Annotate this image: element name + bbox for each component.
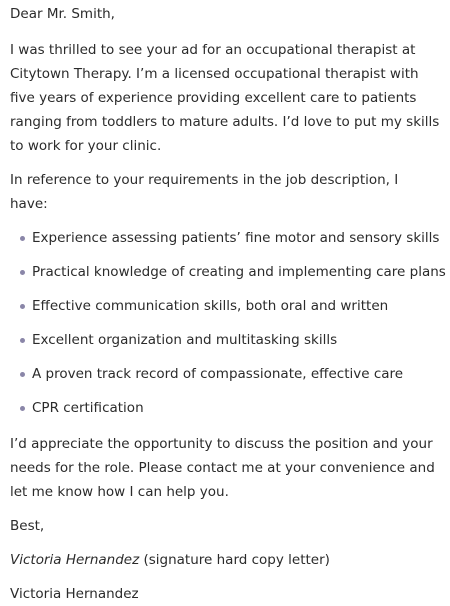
- bullet-icon: [20, 236, 25, 241]
- list-item-text: A proven track record of compassionate, effective care: [32, 366, 404, 382]
- signature-line: [10, 548, 440, 572]
- intro-paragraph: I was thrilled to see your ad for an occupational therapist at Citytown Therapy. I’m a licensed occupational therapist with five years of experience providing excellent care to patients ranging from toddlers to mature adults. I’d love to put my skills to work for your clinic.: [10, 42, 440, 154]
- bullet-icon: [20, 270, 25, 275]
- list-item: [10, 396, 440, 420]
- signoff: Best,: [10, 518, 45, 534]
- list-item: [10, 328, 440, 352]
- closing-paragraph: I’d appreciate the opportunity to discuss the position and your needs for the role. Please contact me at your convenience and let me know how I can help you.: [10, 436, 435, 500]
- list-item-text: Effective communication skills, both oral and written: [32, 298, 389, 314]
- list-item: [10, 226, 440, 250]
- signature-note: (signature hard copy letter): [139, 552, 330, 568]
- requirements-intro: In reference to your requirements in the job description, I have:: [10, 172, 399, 212]
- list-item: [10, 294, 440, 318]
- bullet-icon: [20, 372, 25, 377]
- list-item-text: Experience assessing patients’ fine motor and sensory skills: [32, 230, 440, 246]
- list-item-text: Practical knowledge of creating and implementing care plans: [32, 264, 446, 280]
- printed-name: Victoria Hernandez: [10, 586, 139, 602]
- signature-name: Victoria Hernandez: [10, 552, 140, 568]
- bullet-icon: [20, 338, 25, 343]
- bullet-icon: [20, 406, 25, 411]
- greeting: Dear Mr. Smith,: [10, 6, 115, 22]
- list-item-text: Excellent organization and multitasking skills: [32, 332, 338, 348]
- bullet-icon: [20, 304, 25, 309]
- list-item-text: CPR certification: [32, 400, 144, 416]
- list-item: [10, 260, 446, 284]
- requirements-list: [10, 226, 446, 420]
- list-item: [10, 362, 440, 386]
